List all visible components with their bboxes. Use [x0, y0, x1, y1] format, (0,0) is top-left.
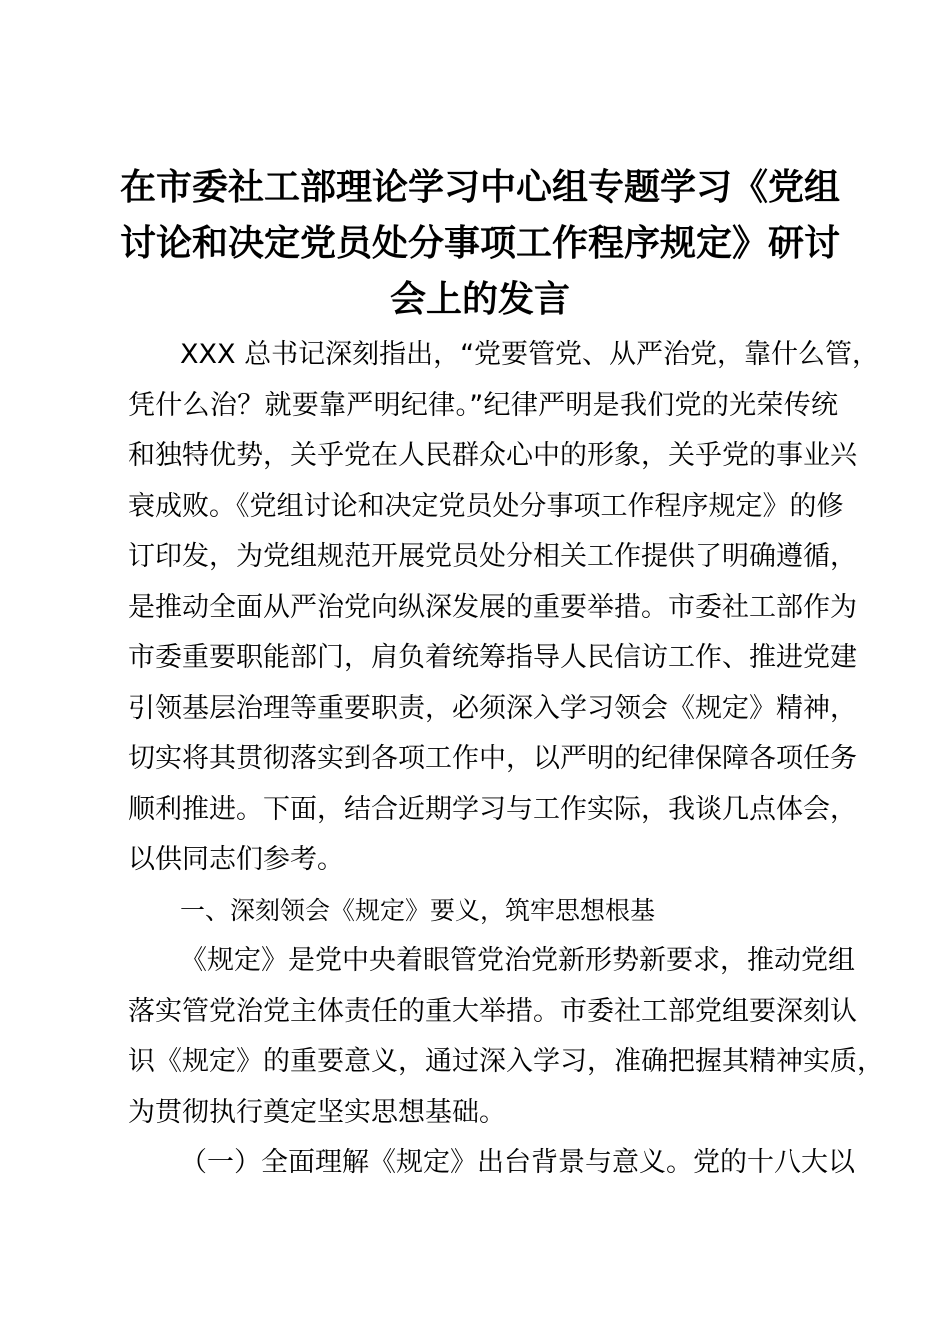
paragraph-line: 为贯彻执行奠定坚实思想基础。 — [128, 1096, 506, 1128]
paragraph-line: 以供同志们参考。 — [128, 844, 344, 875]
document-title — [110, 160, 850, 328]
paragraph-line: 订印发，为党组规范开展党员处分相关工作提供了明确遵循， — [128, 541, 857, 572]
paragraph-line: 是推动全面从严治党向纵深发展的重要举措。市委社工部作为 — [128, 591, 857, 623]
paragraph-intro — [128, 330, 880, 886]
paragraph-line: 衰成败。《党组讨论和决定党员处分事项工作程序规定》的修 — [128, 490, 844, 522]
title-line-2: 讨论和决定党员处分事项工作程序规定》研讨 — [119, 223, 840, 264]
paragraph-line: （一）全面理解《规定》出台背景与意义。党的十八大以 — [180, 1147, 855, 1178]
title-line-3: 会上的发言 — [389, 279, 570, 320]
paragraph-line: 《规定》是党中央着眼管党治党新形势新要求，推动党组 — [180, 945, 855, 976]
paragraph-line: 凭什么治？就要靠严明纪律。”纪律严明是我们党的光荣传统 — [128, 389, 838, 421]
paragraph-line: 市委重要职能部门，肩负着统筹指导人民信访工作、推进党建 — [128, 642, 857, 673]
paragraph-line: 和独特优势，关乎党在人民群众心中的形象，关乎党的事业兴 — [128, 440, 857, 471]
section-heading: 一、深刻领会《规定》要义，筑牢思想根基 — [180, 895, 656, 925]
paragraph-line: 引领基层治理等重要职责，必须深入学习领会《规定》精神， — [128, 692, 857, 724]
paragraph-line: 识《规定》的重要意义，通过深入学习，准确把握其精神实质， — [128, 1046, 884, 1077]
paragraph-line: XXX 总书记深刻指出，“党要管党、从严治党，靠什么管， — [180, 339, 880, 370]
paragraph-section-1 — [128, 936, 884, 1138]
section-heading-1 — [128, 886, 838, 937]
paragraph-line: 落实管党治党主体责任的重大举措。市委社工部党组要深刻认 — [128, 995, 857, 1027]
paragraph-line: 顺利推进。下面，结合近期学习与工作实际，我谈几点体会， — [128, 793, 857, 825]
paragraph-subsection-1 — [128, 1138, 855, 1189]
paragraph-line: 切实将其贯彻落实到各项工作中，以严明的纪律保障各项任务 — [128, 743, 857, 774]
title-line-1: 在市委社工部理论学习中心组专题学习《党组 — [119, 167, 840, 208]
document-body — [128, 330, 884, 1189]
